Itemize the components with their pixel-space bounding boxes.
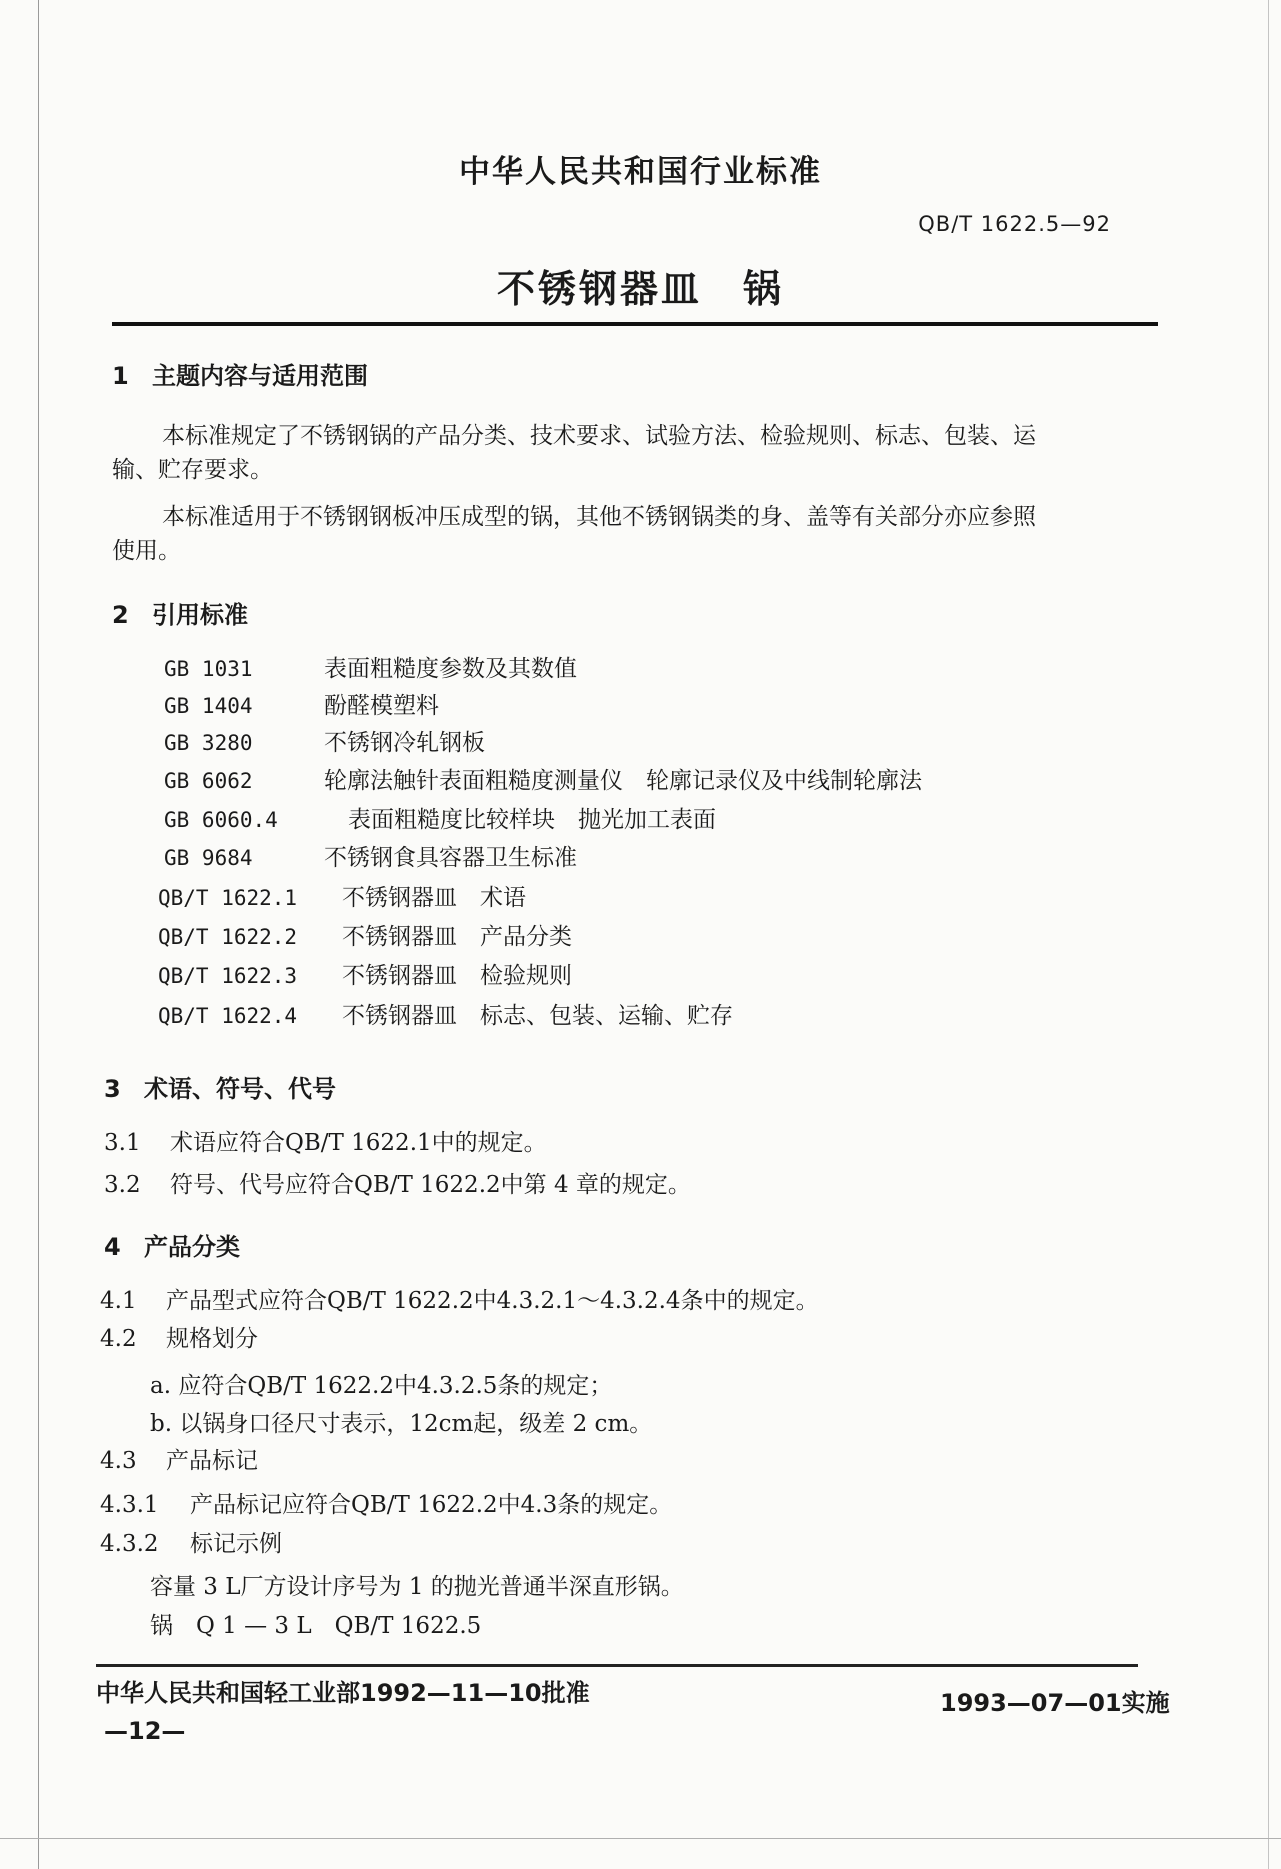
- subsection-4-3-1: 4.3.1 产品标记应符合QB/T 1622.2中4.3条的规定。: [100, 1492, 673, 1518]
- subsection-3-2: 3.2 符号、代号应符合QB/T 1622.2中第 4 章的规定。: [104, 1172, 691, 1198]
- list-item-4-2-a: a. 应符合QB/T 1622.2中4.3.2.5条的规定；: [150, 1373, 613, 1399]
- subsection-4-3: 4.3 产品标记: [100, 1448, 258, 1474]
- example-marking: 锅 Q 1 — 3 L QB/T 1622.5: [150, 1613, 482, 1639]
- approval-statement: 中华人民共和国轻工业部1992—11—10批准: [96, 1679, 590, 1707]
- subsection-4-2: 4.2 规格划分: [100, 1326, 258, 1352]
- reference-item: GB 1031 表面粗糙度参数及其数值: [164, 656, 577, 682]
- reference-item: GB 6062 轮廓法触针表面粗糙度测量仪 轮廓记录仪及中线制轮廓法: [164, 768, 922, 794]
- section-1-heading: 1 主题内容与适用范围: [112, 362, 368, 390]
- reference-item: QB/T 1622.4 不锈钢器皿 标志、包装、运输、贮存: [158, 1003, 733, 1029]
- section-4-heading: 4 产品分类: [104, 1233, 240, 1261]
- reference-item: GB 1404 酚醛模塑料: [164, 693, 439, 719]
- section-1-paragraph-1-line-2: 输、贮存要求。: [112, 457, 273, 483]
- reference-item: GB 3280 不锈钢冷轧钢板: [164, 730, 485, 756]
- example-description: 容量 3 L厂方设计序号为 1 的抛光普通半深直形锅。: [150, 1574, 684, 1600]
- subsection-3-1: 3.1 术语应符合QB/T 1622.1中的规定。: [104, 1130, 547, 1156]
- reference-item: QB/T 1622.1 不锈钢器皿 术语: [158, 885, 526, 911]
- reference-item: GB 6060.4 表面粗糙度比较样块 抛光加工表面: [164, 807, 716, 833]
- list-item-4-2-b: b. 以锅身口径尺寸表示，12cm起，级差 2 cm。: [150, 1411, 653, 1437]
- effective-date: 1993—07—01实施: [940, 1689, 1170, 1717]
- document-title: 不锈钢器皿 锅: [496, 267, 784, 311]
- section-1-paragraph-2-line-1: 本标准适用于不锈钢钢板冲压成型的锅，其他不锈钢锅类的身、盖等有关部分亦应参照: [162, 504, 1036, 530]
- reference-item: QB/T 1622.3 不锈钢器皿 检验规则: [158, 963, 572, 989]
- header-title: 中华人民共和国行业标准: [459, 154, 822, 190]
- title-rule: [112, 322, 1158, 326]
- section-3-heading: 3 术语、符号、代号: [104, 1075, 336, 1103]
- subsection-4-1: 4.1 产品型式应符合QB/T 1622.2中4.3.2.1～4.3.2.4条中的规定。: [100, 1288, 819, 1314]
- standard-number: QB/T 1622.5—92: [918, 212, 1111, 236]
- footer-rule: [96, 1664, 1138, 1667]
- section-1-paragraph-2-line-2: 使用。: [112, 538, 181, 564]
- subsection-4-3-2: 4.3.2 标记示例: [100, 1531, 282, 1557]
- reference-item: GB 9684 不锈钢食具容器卫生标准: [164, 845, 577, 871]
- scan-edge-bottom: [0, 1838, 1281, 1839]
- section-1-paragraph-1-line-1: 本标准规定了不锈钢锅的产品分类、技术要求、试验方法、检验规则、标志、包装、运: [162, 423, 1036, 449]
- page-number: —12—: [104, 1717, 186, 1745]
- section-2-heading: 2 引用标准: [112, 601, 248, 629]
- reference-item: QB/T 1622.2 不锈钢器皿 产品分类: [158, 924, 572, 950]
